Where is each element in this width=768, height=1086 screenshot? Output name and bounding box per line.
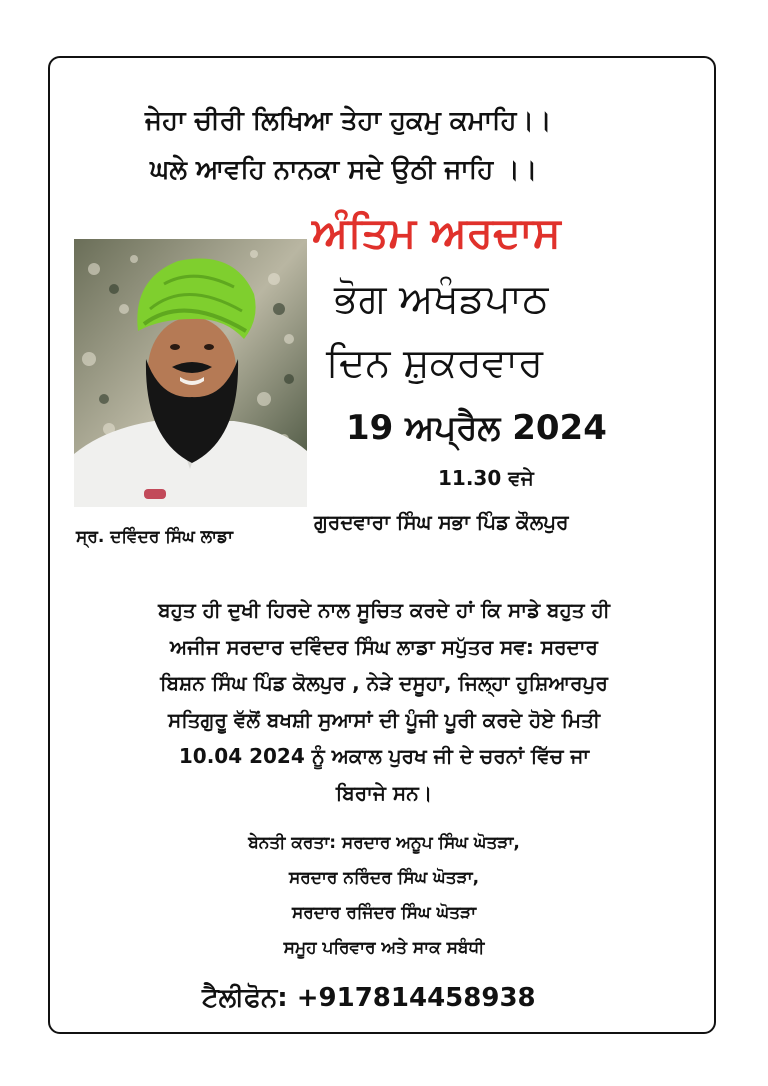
message-paragraph — [64, 592, 704, 812]
message-line: ਬਹੁਤ ਹੀ ਦੁਖੀ ਹਿਰਦੇ ਨਾਲ ਸੂਚਿਤ ਕਰਦੇ ਹਾਂ ਕਿ ਸਾਡੇ ਬਹੁਤ ਹੀ — [158, 598, 610, 622]
requester-line: ਸਮੂਹ ਪਰਿਵਾਰ ਅਤੇ ਸਾਕ ਸਬੰਧੀ — [283, 938, 485, 958]
message-line: ਬਿਸ਼ਨ ਸਿੰਘ ਪਿੰਡ ਕੋਲਪੁਰ , ਨੇੜੇ ਦਸੂਹਾ, ਜਿਲ੍ਹਾ ਹੁਸ਼ਿਆਰਪੁਰ — [160, 671, 608, 696]
message-line: ਸਤਿਗੁਰੂ ਵੱਲੋਂ ਬਖਸ਼ੀ ਸੁਆਸਾਂ ਦੀ ਪੂੰਜੀ ਪੂਰੀ ਕਰਦੇ ਹੋਏ ਮਿਤੀ — [168, 707, 600, 732]
event-title: ਅੰਤਿਮ ਅਰਦਾਸ — [312, 208, 561, 257]
requesters-block — [134, 826, 634, 966]
day-label: ਦਿਨ ਸ਼ੁਕਰਵਾਰ — [326, 340, 544, 386]
person-photo — [74, 239, 307, 507]
person-portrait-icon — [74, 239, 307, 507]
event-venue: ਗੁਰਦਵਾਰਾ ਸਿੰਘ ਸਭਾ ਪਿੰਡ ਕੌਲਪੁਰ — [314, 510, 569, 534]
message-line: ਬਿਰਾਜੇ ਸਨ। — [335, 780, 433, 805]
person-name-caption: ਸ੍ਰ. ਦਵਿੰਦਰ ਸਿੰਘ ਲਾਡਾ — [76, 527, 233, 547]
requester-line: ਸਰਦਾਰ ਨਰਿੰਦਰ ਸਿੰਘ ਘੋਤੜਾ, — [288, 868, 480, 888]
verse-line-1: ਜੇਹਾ ਚੀਰੀ ਲਿਖਿਆ ਤੇਹਾ ਹੁਕਮੁ ਕਮਾਹਿ।। — [145, 106, 552, 136]
event-time: 11.30 ਵਜੇ — [438, 466, 534, 490]
message-line: 10.04 2024 ਨੂੰ ਅਕਾਲ ਪੁਰਖ ਜੀ ਦੇ ਚਰਨਾਂ ਵਿੱਚ ਜਾ — [178, 744, 590, 769]
event-date: 19 ਅਪ੍ਰੈਲ 2024 — [346, 408, 607, 448]
message-line: ਅਜੀਜ ਸਰਦਾਰ ਦਵਿੰਦਰ ਸਿੰਘ ਲਾਡਾ ਸਪੁੱਤਰ ਸਵ: ਸਰਦਾਰ — [170, 634, 598, 659]
ceremony-label: ਭੋਗ ਅਖੰਡਪਾਠ — [334, 276, 549, 322]
requester-line: ਸਰਦਾਰ ਰਜਿੰਦਰ ਸਿੰਘ ਘੋਤੜਾ — [291, 903, 477, 923]
requester-line: ਬੇਨਤੀ ਕਰਤਾ: ਸਰਦਾਰ ਅਨੂਪ ਸਿੰਘ ਘੋਤੜਾ, — [248, 833, 520, 853]
verse-line-2: ਘਲੇ ਆਵਹਿ ਨਾਨਕਾ ਸਦੇ ਉਠੀ ਜਾਹਿ ।। — [150, 155, 538, 185]
phone-number: ਟੈਲੀਫੋਨ: +917814458938 — [202, 983, 536, 1013]
